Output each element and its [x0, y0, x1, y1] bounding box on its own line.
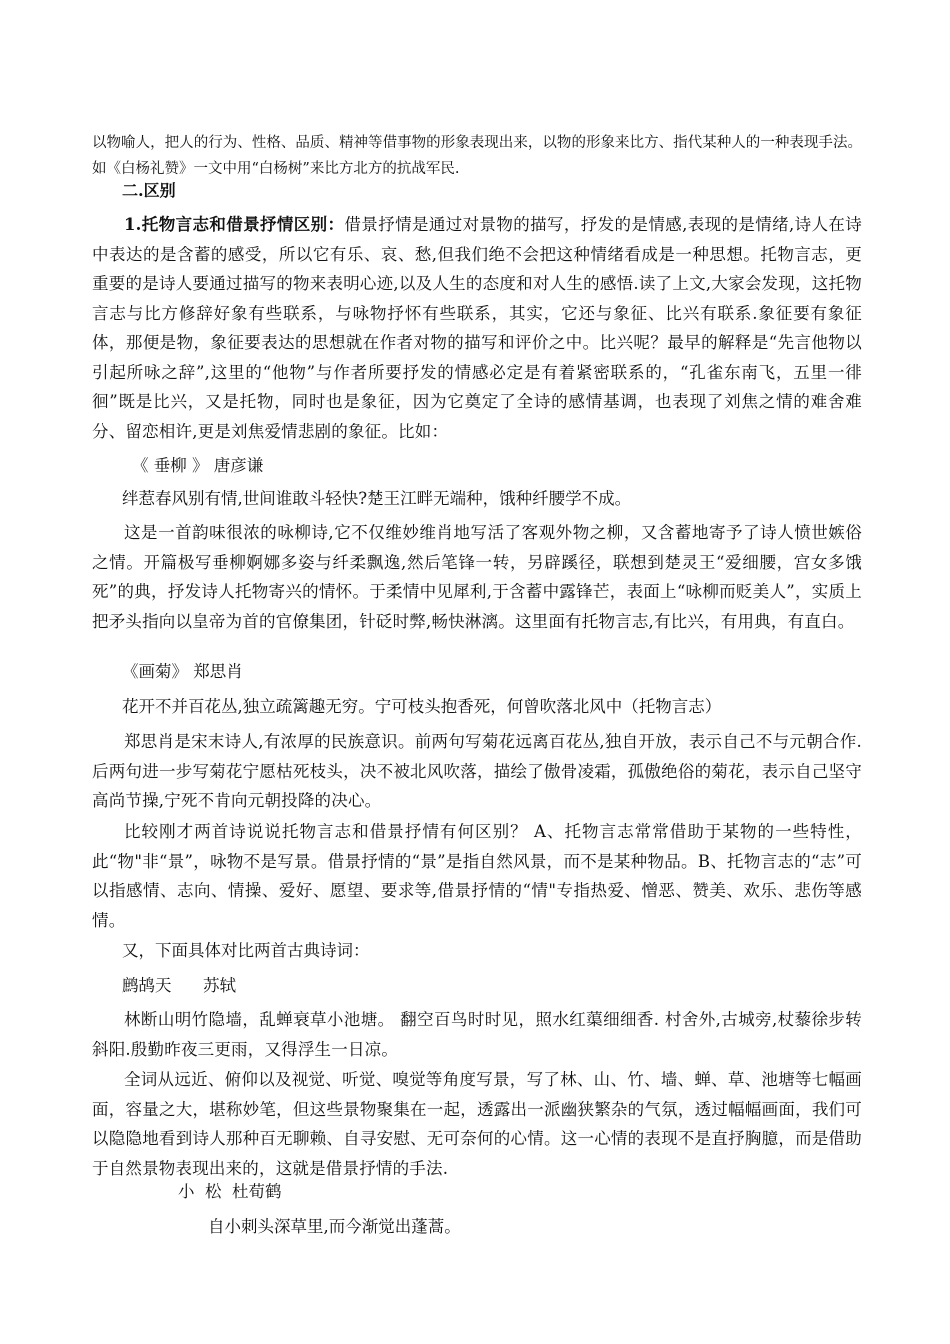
poem4-text: 自小刺头深草里,而今渐觉出蓬蒿。	[208, 1217, 461, 1236]
poem2-analysis: 郑思肖是宋末诗人,有浓厚的民族意识。前两句写菊花远离百花丛,独自开放，表示自己不与元朝合作.后两句进一步写菊花宁愿枯死枝头，决不被北风吹落，描绘了傲骨凌霜，孤傲绝俗的菊花，表示自己坚守高尚节操,宁死不肯向元朝投降的决心。	[92, 732, 862, 810]
section-heading: 二.区别	[122, 181, 176, 200]
intro-paragraph: 以物喻人，把人的行为、性格、品质、精神等借事物的形象表现出来，以物的形象来比方、指代某种人的一种表现手法。如《白杨礼赞》一文中用“白杨树”来比方北方的抗战军民.	[92, 135, 862, 177]
transition-line: 又，下面具体对比两首古典诗词：	[122, 941, 370, 960]
poem2-text: 花开不并百花丛,独立疏篱趣无穷。宁可枝头抱香死，何曾吹落北风中（托物言志）	[122, 697, 722, 716]
poem3-text: 林断山明竹隐墙，乱蝉衰草小池塘。 翻空百鸟时时见，照水红蕖细细香. 村舍外,古城旁,杖藜徐步转斜阳.殷勤昨夜三更雨，又得浮生一日凉。	[92, 1010, 862, 1059]
poem1-analysis: 这是一首韵味很浓的咏柳诗,它不仅维妙维肖地写活了客观外物之柳，又含蓄地寄予了诗人愤世嫉俗之情。开篇极写垂柳婀娜多姿与纤柔飘逸,然后笔锋一转，另辟蹊径，联想到楚灵王“爱细腰，宫女多饿死”的典，抒发诗人托物寄兴的情怀。于柔情中见犀利,于含蓄中露锋芒，表面上“咏柳而贬美人”，实质上把矛头指向以皇帝为首的官僚集团，针砭时弊,畅快淋漓。这里面有托物言志,有比兴，有用典，有直白。	[92, 523, 862, 631]
poem1-text: 绊惹春风别有情,世间谁敢斗轻快?楚王江畔无端种，饿种纤腰学不成。	[122, 489, 632, 508]
point1-text: 借景抒情是通过对景物的描写，抒发的是情感,表现的是情绪,诗人在诗中表达的是含蓄的感受，所以它有乐、哀、愁,但我们绝不会把这种情绪看成是一种思想。托物言志，更重要的是诗人要通过描写的物来表明心迹,以及人生的态度和对人生的感悟.读了上文,大家会发现，这托物言志与比方修辞好象有些联系，与咏物抒怀有些联系，其实，它还与象征、比兴有联系.象征要有象征体，那便是物，象征要表达的思想就在作者对物的描写和评价之中。比兴呢？最早的解释是“先言他物以引起所咏之辞”,这里的“他物”与作者所要抒发的情感必定是有着紧密联系的，“孔雀东南飞，五里一徘徊”既是比兴，又是托物，同时也是象征，因为它奠定了全诗的感情基调，也表现了刘焦之情的难舍难分、留恋相许,更是刘焦爱情悲剧的象征。比如：	[92, 215, 863, 441]
poem2-title: 《画菊》 郑思肖	[122, 662, 243, 681]
poem3-analysis: 全词从远近、俯仰以及视觉、听觉、嗅觉等角度写景，写了林、山、竹、墙、蝉、草、池塘等七幅画面，容量之大，堪称妙笔，但这些景物聚集在一起，透露出一派幽狭繁杂的气氛，透过幅幅画面，我们可以隐隐地看到诗人那种百无聊赖、自寻安慰、无可奈何的心情。这一心情的表现不是直抒胸臆，而是借助于自然景物表现出来的，这就是借景抒情的手法.	[92, 1070, 862, 1178]
poem1-title: 《 垂柳 》 唐彦谦	[132, 456, 264, 475]
poem3-title: 鹧鸪天 苏轼	[122, 976, 236, 995]
comparison-paragraph: 比较刚才两首诗说说托物言志和借景抒情有何区别？ A、托物言志常常借助于某物的一些特性，此“物"非“景”，咏物不是写景。借景抒情的“景”是指自然风景，而不是某种物品。B、托物言志的“志”可以指感情、志向、情操、爱好、愿望、要求等,借景抒情的“情"专指热爱、憎恶、赞美、欢乐、悲伤等感情。	[92, 822, 862, 930]
poem4-title: 小 松 杜荀鹤	[178, 1182, 282, 1201]
point1-paragraph	[92, 210, 862, 446]
point1-label: 1.托物言志和借景抒情区别：	[124, 215, 345, 234]
